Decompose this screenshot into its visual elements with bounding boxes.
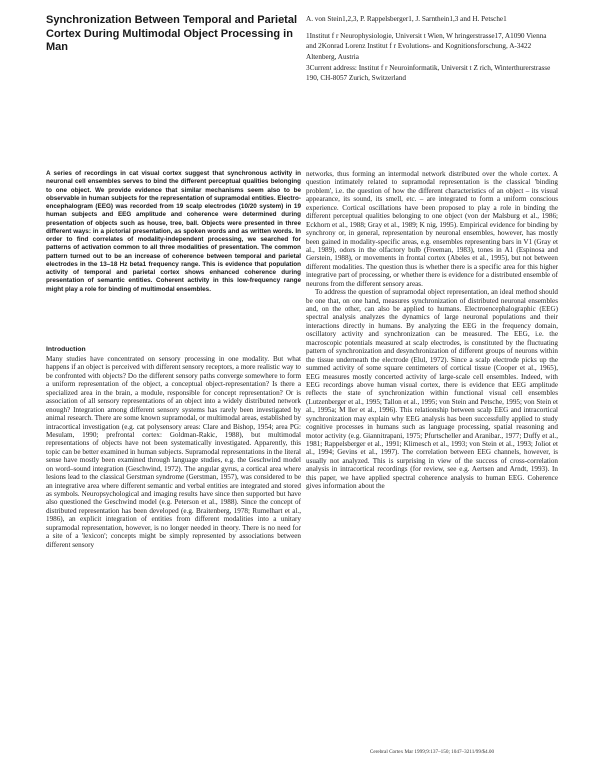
introduction-text: Many studies have concentrated on sensory processing in one modality. But what happens if an object is perceived with different sensory receptors, a more realistic way to be confronted with objects? Do the different sensory paths converge somewhere to form a uniform representation of the object, a conceptual object-representation? Is there a specialized area in the brain, a module, responsible for concept representation? Or is association of all sensory representations of an object into a widely distributed network enough? Integration among different sensory systems has rarely been investigated by animal research. There are some known supramodal, or multimodal areas, established by intracortical investigation (e.g. cat polysensory areas: Clare and Bishop, 1954; area PG: Mesulam, 1990; prefrontal cortex: Goldman-Rakic, 1988), but multimodal representations of objects have not been systematically investigated. Apparently, this topic can be better examined in human subjects. Supramodal representations in the literal sense have mostly been examined through language studies, e.g. the Geschwind model on word–sound integration (Geschwind, 1972). The angular gyrus, a cortical area where lesions lead to the classical Gerstman syndrome (Gerstman, 1957), was considered to be an integrative area where different semantic and verbal entities are integrated and stored as symbols. Neuropsychological and imaging results have since then supported but have also questioned the Geschwind model (e.g. Peterson et al., 1988). Since the concept of distributed representation has been developed (e.g. Braitenberg, 1978; Rumelhart et al., 1986), an explicit integration of entities from different modalities into a unitary supramodal representation, however, is no longer needed in theory. There is no need for a site of a 'lexicon'; concepts might be simply represented by associations between different sensory [46,355,301,549]
author-block [306,14,558,84]
author-names: A. von Stein1,2,3, P. Rappelsberger1, J. Sarnthein1,3 and H. Petsche1 [306,15,507,23]
affiliation-primary: 1Institut f r Neurophysiologie, Universit t Wien, W hringerstrasse17, A1090 Vienna and 2Konrad Lorenz Institut f r Evolutions- and Kognitionsforschung, A-3422 Altenberg, Austria [306,32,547,61]
body-paragraph-1: networks, thus forming an intermodal network distributed over the whole cortex. A question intimately related to supramodal representation is the classical 'binding problem', i.e. the question of how the different characteristics of an object – its visual appearance, its sound, its smell, etc. – are integrated to form a uniform conscious experience. Cortical oscillations have been proposed to play a role in binding the different perceptual qualities belonging to one object (von der Malsburg et al., 1986; Eckhorn et al., 1988; Gray et al., 1989; K nig, 1995). Empirical evidence for binding by synchrony or, in general, representation by neuronal ensembles, however, has mostly been gained in modality-specific areas, e.g. ensembles representing bars in V1 (Gray et al., 1989), odors in the olfactory bulb (Freeman, 1983), tones in A1 (Espinosa and Gerstein, 1988), or movements in frontal cortex (Abeles et al., 1995), but not between different modalities. The question thus is whether there is a specific area for this higher integrative part of processing, or whether there is evidence for a distributed ensemble of neurons from the different sensory areas. [306,170,558,288]
abstract: A series of recordings in cat visual cortex suggest that synchronous activity in neuronal cell ensembles serves to bind the different perceptual qualities belonging to one object. We provide evidence that similar mechanisms seem also to be observable in human subjects for the representation of supramodal entities. Electro-encephalogram (EEG) was recorded from 19 scalp electrodes (10/20 system) in 19 human subjects and EEG amplitude and coherence were determined during presentation of objects such as house, tree, ball. Objects were presented in three different ways: in a pictorial presentation, as spoken words and as written words. In order to find correlates of modality-independent processing, we searched for patterns of activation common to all three modalities of presentation. The common pattern turned out to be an increase of coherence between temporal and parietal electrodes in the 13–18 Hz beta1 frequency range. This is evidence that population activity of temporal and parietal cortex shows enhanced coherence during presentation of semantic entities. Coherent activity in this low-frequency range might play a role for binding of multimodal ensembles. [46,170,301,293]
journal-footer: Cerebral Cortex Mar 1999;9:137–150; 1047–3211/99/$4.00 [369,749,495,755]
section-heading-introduction: Introduction [46,346,86,353]
right-column [306,170,558,491]
paper-title: Synchronization Between Temporal and Parietal Cortex During Multimodal Object Processing in Man [46,14,298,53]
affiliation-current: 3Current address: Institut f r Neuroinformatik, Universit t Z rich, Winterthurerstrasse 190, CH-8057 Zurich, Switzerland [306,63,551,83]
body-paragraph-2: To address the question of supramodal object representation, an ideal method should be one that, on one hand, measures synchronization of distributed neuronal ensembles and, on the other, can also be applied to humans. Electroencephalographic (EEG) spectral analysis analyzes the dynamics of large neuronal populations and their interactions directly in humans. By analyzing the EEG in the frequency domain, oscillatory activity and synchronization can be measured. The EEG, i.e. the macroscopic potentials measured at scalp electrodes, is constituted by the fluctuating pattern of synchronization and desynchronization of different groups of neurons within the tissue underneath the electrode (Elul, 1972). Since a scalp electrode picks up the summed activity of some square centimeters of cortical tissue (Cooper et al., 1965), EEG measures mostly concerted activity of large-scale cell ensembles. Indeed, with EEG recordings above human visual cortex, there is evidence that EEG amplitude reflects the state of synchronization within functional visual cell ensembles (Lutzenberger et al., 1995; Tallon et al., 1995; von Stein and Petsche, 1995; von Stein et al., 1995a; M ller et al., 1996). This relationship between scalp EEG and intracortical synchronization may explain why EEG analysis has been successfully applied to study cognitive processes in humans such as language processing, spatial reasoning and motor activity (e.g. Giannitrapani, 1975; Pfurtscheller and Aranibar., 1977; Duffy et al., 1981; Rappelsberger et al., 1991; Klimesch et al., 1993; von Stein et al., 1993; Joliot et al., 1994; Gevins et al., 1997). The correlation between EEG channels, however, is usually not analyzed. This is surprising in view of the success of cross-correlation analysis in intracortical recordings (for review, see e.g. Aertsen and Arndt, 1993). In this paper, we have applied spectral coherence analysis to human EEG. Coherence gives information about the [306,288,558,491]
